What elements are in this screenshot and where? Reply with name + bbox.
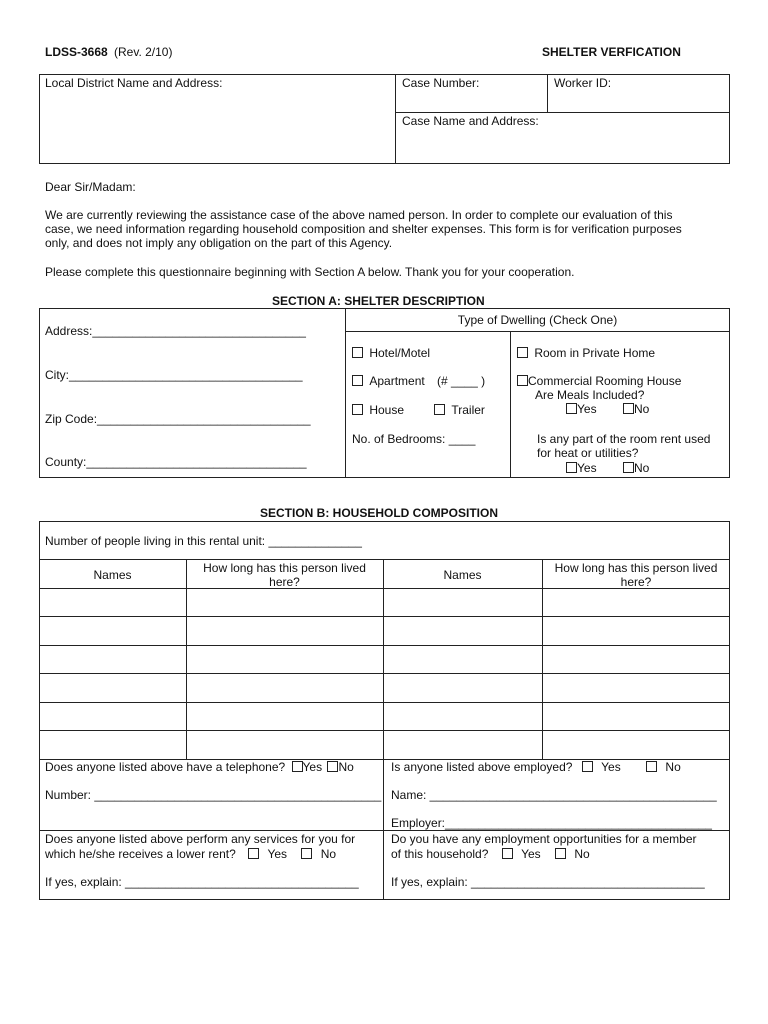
section-b-title: SECTION B: HOUSEHOLD COMPOSITION	[260, 506, 499, 520]
case-info-divider	[395, 112, 730, 113]
table-row	[39, 616, 730, 617]
rent-heat-yes-label: Yes	[577, 461, 597, 475]
how-long-header-line: How long has this person lived	[554, 561, 718, 575]
employment-opps-question	[391, 847, 590, 861]
table-column-divider	[542, 559, 543, 759]
employed-no-label: No	[665, 760, 681, 774]
county-field[interactable]: County:_________________________________	[45, 455, 307, 469]
letter-paragraph-line: We are currently reviewing the assistance case of the above named person. In order to complete our evaluation of this	[45, 208, 673, 222]
case-name-label: Case Name and Address:	[402, 114, 539, 128]
hotel-motel-checkbox[interactable]	[352, 347, 363, 358]
city-field[interactable]: City:___________________________________	[45, 368, 303, 382]
telephone-yes-checkbox[interactable]	[292, 761, 303, 772]
how-long-header-line: here?	[620, 575, 652, 589]
hotel-motel-label: Hotel/Motel	[369, 346, 431, 360]
meals-no-option[interactable]	[623, 402, 649, 416]
services-explain-field[interactable]: If yes, explain: ___________________________________	[45, 875, 359, 889]
table-row	[39, 645, 730, 646]
table-column-divider	[383, 559, 384, 900]
employed-question-text: Is anyone listed above employed?	[391, 760, 573, 774]
instructions-paragraph: Please complete this questionnaire beginning with Section A below. Thank you for your cooperation.	[45, 265, 575, 279]
form-revision: (Rev. 2/10)	[114, 45, 173, 59]
services-yes-checkbox[interactable]	[248, 848, 259, 859]
how-long-header-line: How long has this person lived	[203, 561, 366, 575]
employment-opps-line2: of this household?	[391, 847, 489, 861]
district-label: Local District Name and Address:	[45, 76, 223, 90]
rent-heat-yes-checkbox[interactable]	[566, 462, 577, 473]
rent-heat-yes-option[interactable]	[566, 461, 597, 475]
case-number-label: Case Number:	[402, 76, 480, 90]
employment-opps-yes-checkbox[interactable]	[502, 848, 513, 859]
telephone-yes-label: Yes	[302, 760, 323, 774]
section-b-divider	[39, 830, 730, 831]
section-a-divider	[345, 331, 730, 332]
hotel-motel-option[interactable]	[352, 346, 430, 360]
meals-no-label: No	[634, 402, 650, 416]
room-private-home-option[interactable]	[517, 346, 655, 360]
bedrooms-field[interactable]: No. of Bedrooms: ____	[352, 432, 476, 446]
services-yes-label: Yes	[267, 847, 288, 861]
telephone-question-text: Does anyone listed above have a telephone?	[45, 760, 286, 774]
form-title: SHELTER VERFICATION	[542, 45, 681, 59]
table-row	[39, 702, 730, 703]
trailer-checkbox[interactable]	[434, 404, 445, 415]
employed-question	[391, 760, 681, 774]
salutation: Dear Sir/Madam:	[45, 180, 136, 194]
names-column-header: Names	[443, 568, 482, 582]
meals-yes-label: Yes	[577, 402, 597, 416]
commercial-rooming-checkbox[interactable]	[517, 375, 528, 386]
house-checkbox[interactable]	[352, 404, 363, 415]
rent-heat-no-label: No	[634, 461, 650, 475]
apartment-checkbox[interactable]	[352, 375, 363, 386]
services-question-line2: which he/she receives a lower rent?	[45, 847, 236, 861]
form-id: LDSS-3668	[45, 45, 108, 59]
trailer-label: Trailer	[451, 403, 485, 417]
trailer-option[interactable]	[434, 403, 485, 417]
employee-name-field[interactable]: Name: ___________________________________________	[391, 788, 717, 802]
meals-yes-checkbox[interactable]	[566, 403, 577, 414]
services-no-label: No	[320, 847, 337, 861]
meals-question: Are Meals Included?	[535, 388, 645, 402]
services-no-checkbox[interactable]	[301, 848, 312, 859]
worker-id-label: Worker ID:	[554, 76, 612, 90]
telephone-no-checkbox[interactable]	[327, 761, 338, 772]
telephone-no-label: No	[338, 760, 354, 774]
room-private-home-checkbox[interactable]	[517, 347, 528, 358]
letter-paragraph-line: only, and does not imply any obligation on the part of this Agency.	[45, 236, 393, 250]
commercial-rooming-label: Commercial Rooming House	[528, 374, 682, 388]
rent-heat-question: Is any part of the room rent used	[537, 432, 711, 446]
section-a-divider	[510, 331, 511, 478]
services-question	[45, 847, 336, 861]
section-a-title: SECTION A: SHELTER DESCRIPTION	[272, 294, 485, 308]
meals-yes-option[interactable]	[566, 402, 597, 416]
rent-heat-question: for heat or utilities?	[537, 446, 639, 460]
rent-heat-no-checkbox[interactable]	[623, 462, 634, 473]
zip-code-field[interactable]: Zip Code:________________________________	[45, 412, 311, 426]
employment-opps-explain-field[interactable]: If yes, explain: ___________________________________	[391, 875, 705, 889]
telephone-number-field[interactable]: Number: ___________________________________________	[45, 788, 382, 802]
employed-yes-label: Yes	[601, 760, 621, 774]
employed-no-checkbox[interactable]	[646, 761, 657, 772]
table-border	[39, 559, 730, 560]
employment-opps-no-checkbox[interactable]	[555, 848, 566, 859]
apartment-label: Apartment	[369, 374, 425, 388]
employment-opps-line1: Do you have any employment opportunities for a member	[391, 832, 697, 846]
rent-heat-no-option[interactable]	[623, 461, 649, 475]
services-question-line1: Does anyone listed above perform any services for you for	[45, 832, 356, 846]
case-info-divider	[395, 74, 396, 164]
dwelling-type-header: Type of Dwelling (Check One)	[457, 313, 618, 327]
section-a-divider	[345, 308, 346, 478]
names-column-header: Names	[93, 568, 132, 582]
how-long-header-line: here?	[269, 575, 300, 589]
employment-opps-yes-label: Yes	[521, 847, 541, 861]
employment-opps-no-label: No	[574, 847, 590, 861]
apartment-number-field[interactable]: (# ____ )	[437, 374, 486, 388]
employer-field[interactable]: Employer:________________________________________	[391, 816, 712, 830]
employed-yes-checkbox[interactable]	[582, 761, 593, 772]
table-row	[39, 673, 730, 674]
address-field[interactable]: Address:________________________________	[45, 324, 306, 338]
telephone-question	[45, 760, 354, 774]
room-private-home-label: Room in Private Home	[534, 346, 656, 360]
table-column-divider	[186, 559, 187, 759]
house-label: House	[369, 403, 405, 417]
how-long-column-header	[186, 561, 383, 589]
commercial-rooming-option[interactable]	[517, 374, 681, 388]
apartment-option[interactable]	[352, 374, 485, 388]
meals-no-checkbox[interactable]	[623, 403, 634, 414]
case-info-divider	[547, 74, 548, 113]
house-option[interactable]	[352, 403, 404, 417]
table-row	[39, 730, 730, 731]
how-long-column-header	[542, 561, 730, 589]
people-count-field[interactable]: Number of people living in this rental unit: ______________	[45, 534, 362, 548]
letter-paragraph-line: case, we need information regarding household composition and shelter expenses. This form is for verification purposes	[45, 222, 682, 236]
